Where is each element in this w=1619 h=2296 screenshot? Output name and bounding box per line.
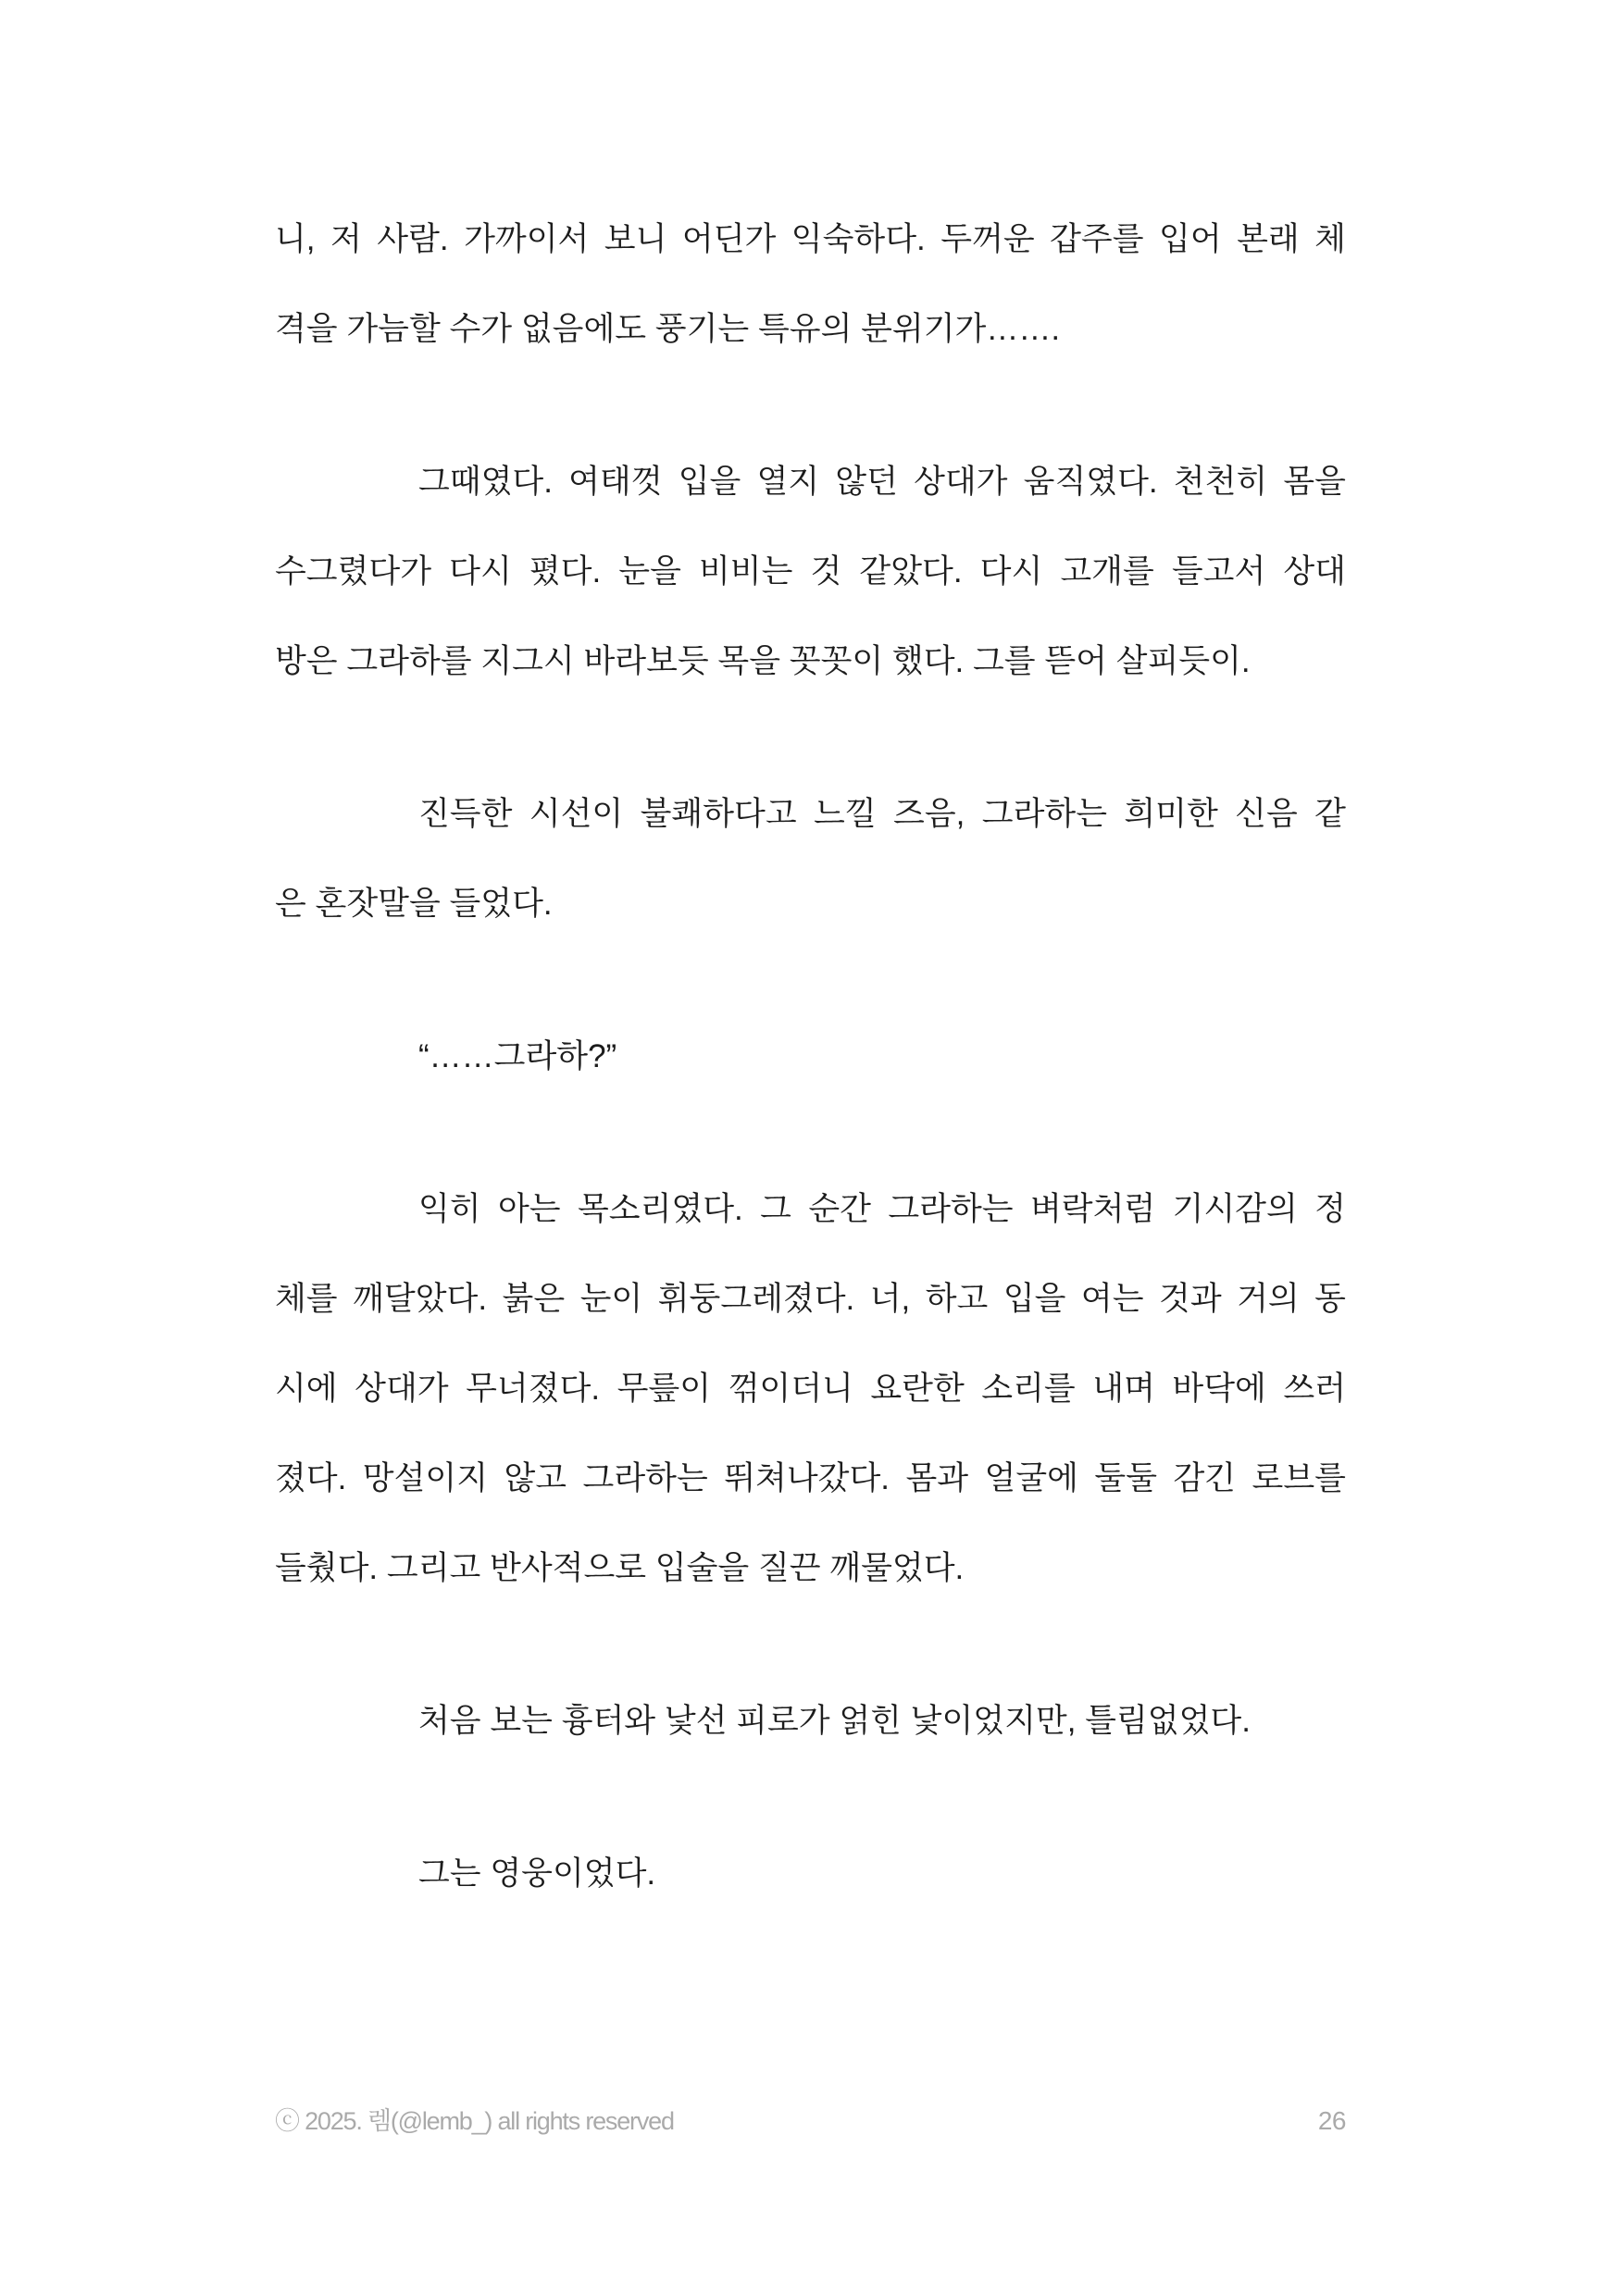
text-line: 졌다. 망설이지 않고 그라하는 뛰쳐나갔다. 몸과 얼굴에 둘둘 감긴 로브를 <box>275 1460 1346 1496</box>
paragraph <box>275 1829 1346 1918</box>
text-line: 은 혼잣말을 들었다. <box>275 886 553 922</box>
text-line: 체를 깨달았다. 붉은 눈이 휘둥그레졌다. 너, 하고 입을 여는 것과 거의 동 <box>275 1281 1346 1317</box>
dialogue-line: “……그라하?” <box>418 1038 617 1074</box>
text-line: 진득한 시선이 불쾌하다고 느낄 즈음, 그라하는 희미한 신음 같 <box>418 796 1346 832</box>
dialogue-paragraph <box>275 1011 1346 1101</box>
paragraph <box>275 437 1346 706</box>
paragraph <box>275 194 1346 374</box>
text-line: 수그렸다가 다시 폈다. 눈을 비비는 것 같았다. 다시 고개를 들고서 상대 <box>275 553 1346 590</box>
text-line: 그때였다. 여태껏 입을 열지 않던 상대가 움직였다. 천천히 몸을 <box>418 464 1346 500</box>
page-footer <box>275 2103 1346 2140</box>
text-line: 들췄다. 그리고 반사적으로 입술을 질끈 깨물었다. <box>275 1550 965 1586</box>
text-line: 처음 보는 흉터와 낯선 피로가 얽힌 낯이었지만, 틀림없었다. <box>418 1703 1251 1739</box>
text-line: 시에 상대가 무너졌다. 무릎이 꺾이더니 요란한 소리를 내며 바닥에 쓰러 <box>275 1371 1346 1407</box>
text-line: 익히 아는 목소리였다. 그 순간 그라하는 벼락처럼 기시감의 정 <box>418 1191 1346 1227</box>
body-text <box>275 194 1346 1918</box>
text-line: 니, 저 사람. 가까이서 보니 어딘가 익숙하다. 두꺼운 갑주를 입어 본래 체 <box>275 221 1346 257</box>
copyright-notice: ⓒ 2025. 렘(@lemb_) all rights reserved <box>275 2107 674 2135</box>
text-line: 격을 가늠할 수가 없음에도 풍기는 특유의 분위기가……. <box>275 311 1061 347</box>
paragraph <box>275 1676 1346 1766</box>
paragraph <box>275 1164 1346 1613</box>
paragraph <box>275 769 1346 949</box>
page-number: 26 <box>1317 2106 1346 2135</box>
text-line: 방은 그라하를 지그시 바라보듯 목을 꼿꼿이 했다. 그를 뜯어 살피듯이. <box>275 643 1251 679</box>
text-line: 그는 영웅이었다. <box>418 1855 656 1892</box>
